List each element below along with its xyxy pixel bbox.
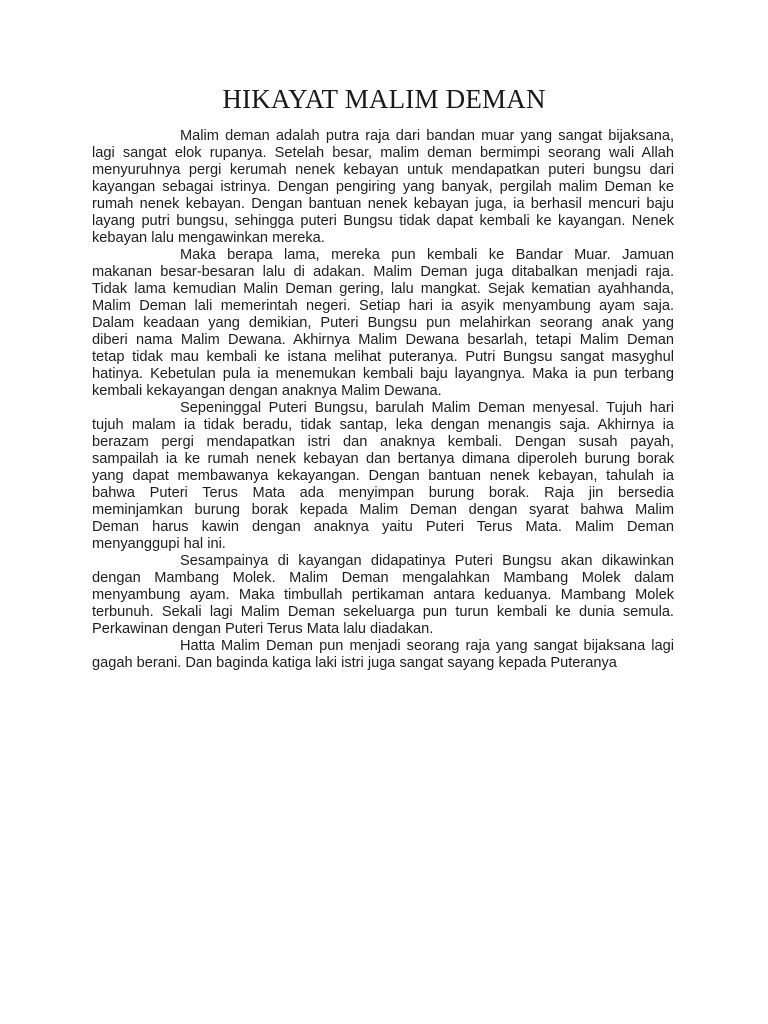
paragraph-line: meminjamkan burung borak kepada Malim Deman dengan syarat bahwa Malim: [92, 502, 674, 518]
paragraph-line: makanan besar-besaran lalu di adakan. Malim Deman juga ditabalkan menjadi raja.: [92, 264, 674, 280]
paragraph-line: dengan Mambang Molek. Malim Deman mengalahkan Mambang Molek dalam: [92, 570, 674, 586]
document-title: HIKAYAT MALIM DEMAN: [222, 84, 546, 114]
paragraph-line: menyambung ayam. Maka timbullah pertikaman antara keduanya. Mambang Molek: [92, 587, 674, 603]
paragraph-line: Dalam keadaan yang demikian, Puteri Bungsu pun melahirkan seorang anak yang: [92, 315, 674, 331]
paragraph-line: kebayan lalu mengawinkan mereka.: [92, 230, 325, 246]
paragraph-line: diberi nama Malim Dewana. Akhirnya Malim Dewana besarlah, tetapi Malim Deman: [92, 332, 674, 348]
paragraph-line: Maka berapa lama, mereka pun kembali ke Bandar Muar. Jamuan: [180, 247, 674, 263]
paragraph-line: menyanggupi hal ini.: [92, 536, 226, 552]
paragraph-line: kembali kekayangan dengan anaknya Malim Dewana.: [92, 383, 442, 399]
paragraph-line: sampailah ia ke rumah nenek kebayan dan bertanya dimana diperoleh burung borak: [92, 451, 674, 467]
paragraph-line: tetap tidak mau kembali ke istana melihat puteranya. Putri Bungsu sangat masyghul: [92, 349, 674, 365]
paragraph-line: yang dapat membawanya kekayangan. Dengan bantuan nenek kebayan, tahulah ia: [92, 468, 674, 484]
paragraph-line: lagi sangat elok rupanya. Setelah besar, malim deman bermimpi seorang wali Allah: [92, 145, 674, 161]
paragraph-line: berazam pergi mendapatkan istri dan anaknya kembali. Dengan susah payah,: [92, 434, 674, 450]
paragraph-line: Malim deman adalah putra raja dari bandan muar yang sangat bijaksana,: [180, 128, 674, 144]
paragraph-line: Tidak lama kemudian Malin Deman gering, lalu mangkat. Sejak kematian ayahhanda,: [92, 281, 674, 297]
paragraph-line: Malim Deman lali memerintah negeri. Setiap hari ia asyik menyambung ayam saja.: [92, 298, 674, 314]
paragraph-line: terbunuh. Sekali lagi Malim Deman sekeluarga pun turun kembali ke dunia semula.: [92, 604, 674, 620]
paragraph-line: layang putri bungsu, sehingga puteri Bungsu tidak dapat kembali ke kayangan. Nenek: [92, 213, 674, 229]
paragraph-line: Sesampainya di kayangan didapatinya Puteri Bungsu akan dikawinkan: [180, 553, 674, 569]
paragraph-line: hatinya. Kebetulan pula ia menemukan kembali baju layangnya. Maka ia pun terbang: [92, 366, 674, 382]
paragraph-line: Perkawinan dengan Puteri Terus Mata lalu diadakan.: [92, 621, 434, 637]
paragraph-line: menyuruhnya pergi kerumah nenek kebayan untuk mendapatkan puteri bungsu dari: [92, 162, 674, 178]
paragraph-line: Hatta Malim Deman pun menjadi seorang raja yang sangat bijaksana lagi: [180, 638, 674, 654]
paragraph-line: Sepeninggal Puteri Bungsu, barulah Malim Deman menyesal. Tujuh hari: [180, 400, 674, 416]
paragraph-line: kayangan sebagai istrinya. Dengan pengiring yang banyak, pergilah malim Deman ke: [92, 179, 674, 195]
document-body: [92, 128, 674, 672]
paragraph-line: tujuh malam ia tidak beradu, tidak santap, leka dengan menangis saja. Akhirnya ia: [92, 417, 674, 433]
paragraph-line: Deman harus kawin dengan anaknya yaitu Puteri Terus Mata. Malim Deman: [92, 519, 674, 535]
paragraph-line: rumah nenek kebayan. Dengan bantuan nenek kebayan juga, ia berhasil mencuri baju: [92, 196, 674, 212]
paragraph-line: gagah berani. Dan baginda katiga laki istri juga sangat sayang kepada Puteranya: [92, 655, 617, 671]
paragraph-line: bahwa Puteri Terus Mata ada menyimpan burung borak. Raja jin bersedia: [92, 485, 674, 501]
